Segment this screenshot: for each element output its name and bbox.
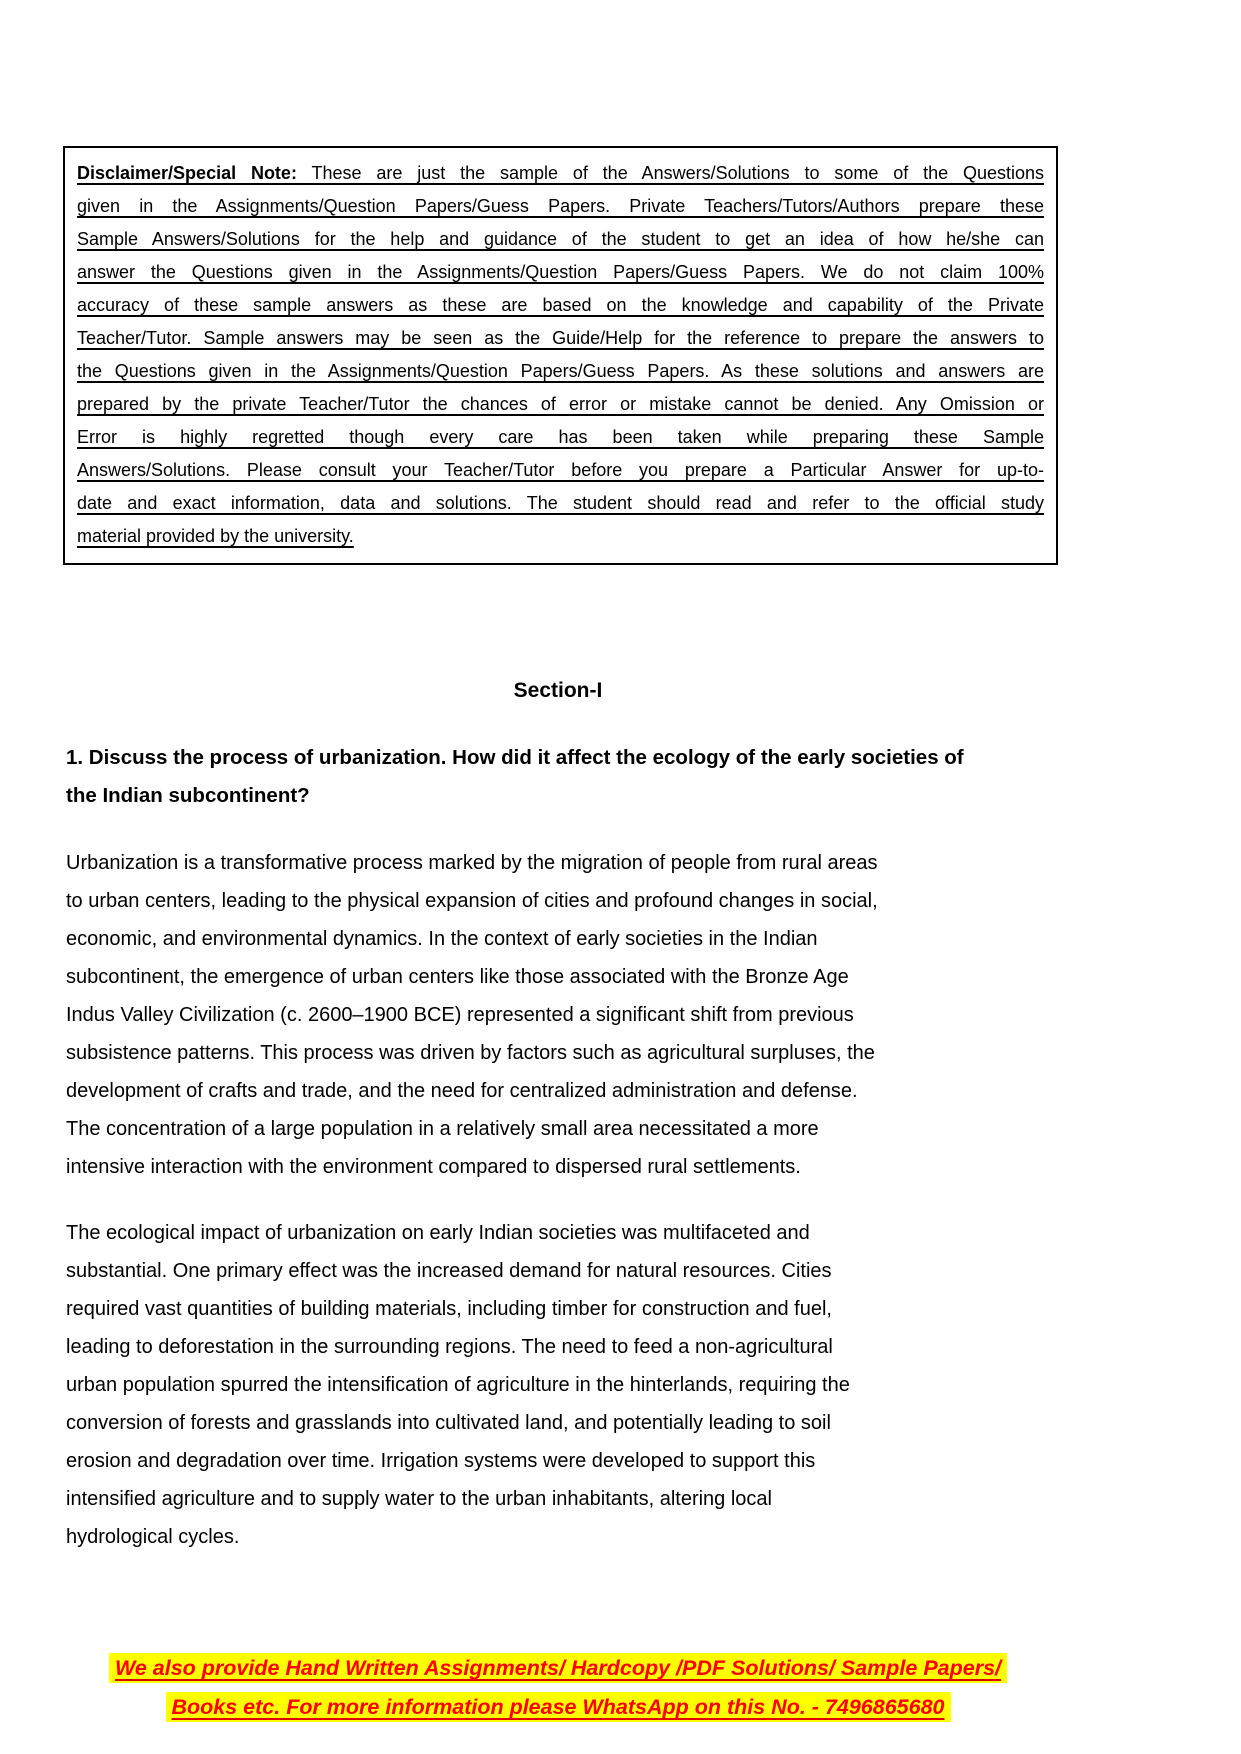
disclaimer-text: [77, 157, 1044, 553]
answer-text-line: development of crafts and trade, and the need for centralized administration and defense.: [66, 1080, 858, 1102]
question-heading: [66, 739, 1050, 815]
answer-text-line: required vast quantities of building materials, including timber for construction and fuel,: [66, 1298, 832, 1320]
disclaimer-line: prepared by the private Teacher/Tutor the chances of error or mistake cannot be denied. Any Omission or: [77, 394, 1044, 414]
answer-text-line: economic, and environmental dynamics. In the context of early societies in the Indian: [66, 928, 818, 950]
answer-text-line: subsistence patterns. This process was driven by factors such as agricultural surpluses, the: [66, 1042, 875, 1064]
disclaimer-line: Disclaimer/Special Note: These are just the sample of the Answers/Solutions to some of the Questions: [77, 163, 1044, 183]
answer-text-line: to urban centers, leading to the physical expansion of cities and profound changes in social,: [66, 890, 878, 912]
disclaimer-line: the Questions given in the Assignments/Question Papers/Guess Papers. As these solutions and answers are: [77, 361, 1044, 381]
disclaimer-line: Answers/Solutions. Please consult your Teacher/Tutor before you prepare a Particular Answer for up-to-: [77, 460, 1044, 480]
answer-text-line: substantial. One primary effect was the increased demand for natural resources. Cities: [66, 1260, 832, 1282]
answer-text-line: conversion of forests and grasslands into cultivated land, and potentially leading to soil: [66, 1412, 831, 1434]
answer-text-line: erosion and degradation over time. Irrigation systems were developed to support this: [66, 1450, 816, 1472]
disclaimer-box: [63, 146, 1058, 565]
promo-line: [66, 1650, 1050, 1689]
highlighted-text: Books etc. For more information please WhatsApp on this No. - 7496865680: [166, 1692, 951, 1722]
section-title: Section-I: [513, 679, 603, 702]
disclaimer-line: given in the Assignments/Question Papers/Guess Papers. Private Teachers/Tutors/Authors prepare these: [77, 196, 1044, 216]
answer-text-line: Urbanization is a transformative process marked by the migration of people from rural areas: [66, 852, 878, 874]
answer-paragraph-2: [66, 1214, 1050, 1556]
question-line: 1. Discuss the process of urbanization. How did it affect the ecology of the early societies of: [66, 746, 964, 769]
disclaimer-line: material provided by the university.: [77, 526, 354, 546]
disclaimer-line: date and exact information, data and solutions. The student should read and refer to the official study: [77, 493, 1044, 513]
answer-text-line: urban population spurred the intensification of agriculture in the hinterlands, requiring the: [66, 1374, 850, 1396]
answer-text-line: leading to deforestation in the surrounding regions. The need to feed a non-agricultural: [66, 1336, 833, 1358]
answer-text-line: hydrological cycles.: [66, 1526, 240, 1548]
disclaimer-line: accuracy of these sample answers as these are based on the knowledge and capability of the Private: [77, 295, 1044, 315]
disclaimer-line: Teacher/Tutor. Sample answers may be seen as the Guide/Help for the reference to prepare the answers to: [77, 328, 1044, 348]
disclaimer-line: Sample Answers/Solutions for the help and guidance of the student to get an idea of how he/she can: [77, 229, 1044, 249]
disclaimer-line: Error is highly regretted though every care has been taken while preparing these Sample: [77, 427, 1044, 447]
answer-text-line: subcontinent, the emergence of urban centers like those associated with the Bronze Age: [66, 966, 849, 988]
answer-text-line: The concentration of a large population in a relatively small area necessitated a more: [66, 1118, 819, 1140]
disclaimer-line: answer the Questions given in the Assignments/Question Papers/Guess Papers. We do not claim 100%: [77, 262, 1044, 282]
answer-paragraph-1: [66, 844, 1050, 1186]
promo-banner: [66, 1650, 1050, 1728]
answer-text-line: intensified agriculture and to supply water to the urban inhabitants, altering local: [66, 1488, 772, 1510]
answer-text-line: Indus Valley Civilization (c. 2600–1900 BCE) represented a significant shift from previous: [66, 1004, 854, 1026]
promo-line: [66, 1689, 1050, 1728]
answer-text-line: intensive interaction with the environment compared to dispersed rural settlements.: [66, 1156, 801, 1178]
disclaimer-label: Disclaimer/Special Note:: [77, 163, 297, 183]
highlighted-text: We also provide Hand Written Assignments/ Hardcopy /PDF Solutions/ Sample Papers/: [109, 1653, 1007, 1683]
answer-text-line: The ecological impact of urbanization on early Indian societies was multifaceted and: [66, 1222, 810, 1244]
question-line: the Indian subcontinent?: [66, 784, 310, 807]
